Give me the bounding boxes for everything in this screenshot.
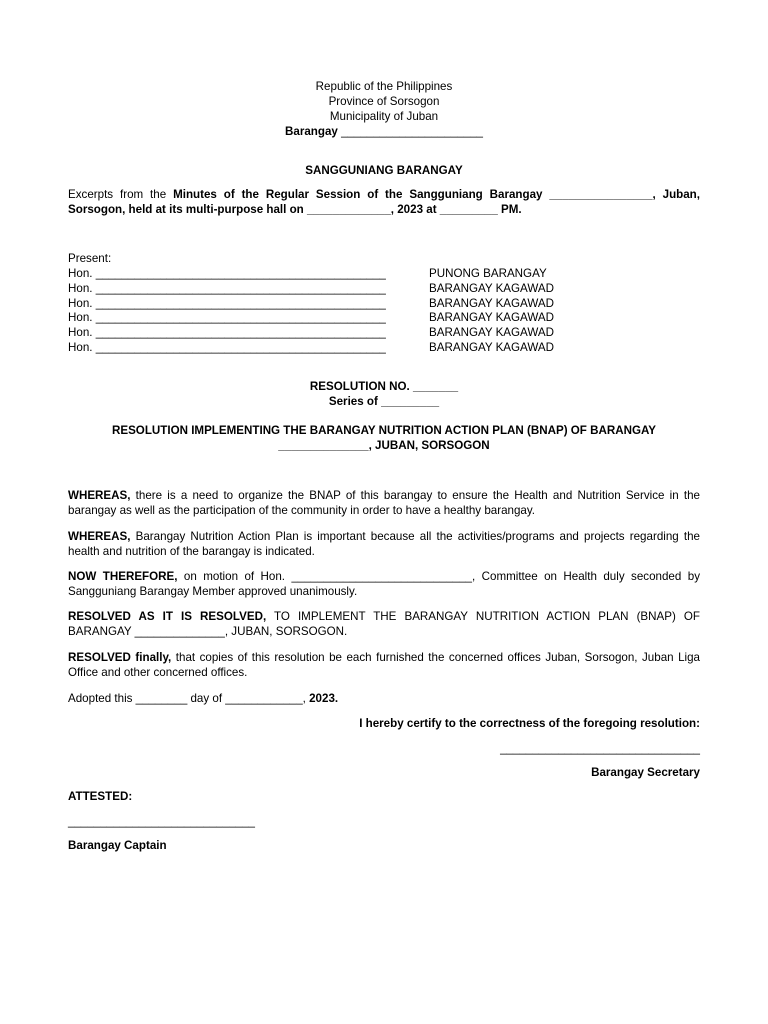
council-title: SANGGUNIANG BARANGAY — [305, 164, 463, 177]
barangay-label: Barangay — [285, 125, 338, 138]
attendee-name: Hon. _____________________________________________ — [68, 340, 386, 354]
resolved-text: TO IMPLEMENT THE BARANGAY NUTRITION ACTION PLAN (BNAP) OF BARANGAY ______________, JUBAN, SORSOGON. — [68, 610, 701, 638]
excerpt-bold: Minutes of the Regular Session of the Sangguniang Barangay ________________, Juban, Sorsogon, held at its multi-purpose hall on _____________, 2023 at _________ PM. — [68, 188, 700, 216]
secretary-title: Barangay Secretary — [591, 766, 700, 779]
attendance-list — [68, 251, 700, 355]
attendee-position: BARANGAY KAGAWAD — [429, 281, 554, 295]
whereas-paragraph-2 — [68, 529, 700, 559]
attendee-name: Hon. _____________________________________________ — [68, 296, 386, 310]
adopted-text: Adopted this ________ day of ____________, — [68, 692, 310, 705]
resolved-paragraph — [68, 609, 700, 639]
present-label: Present: — [68, 252, 112, 265]
attendee-name: Hon. _____________________________________________ — [68, 267, 386, 280]
captain-signature-line: _____________________________ — [68, 815, 255, 828]
province-line: Province of Sorsogon — [328, 95, 440, 108]
municipality-line: Municipality of Juban — [329, 110, 439, 123]
whereas-paragraph-1 — [68, 488, 700, 518]
resolved-finally-lead: RESOLVED finally, — [68, 651, 172, 664]
whereas-lead: WHEREAS, — [68, 489, 131, 502]
now-therefore-lead: NOW THEREFORE, — [68, 570, 178, 583]
attendee-position: BARANGAY KAGAWAD — [429, 296, 554, 310]
whereas-text: Barangay Nutrition Action Plan is important because all the activities/programs and projects regarding the health and nutrition of the barangay is indicated. — [68, 530, 700, 558]
excerpt-prefix: Excerpts from the — [68, 188, 174, 201]
attendee-row — [68, 325, 700, 340]
country-line: Republic of the Philippines — [315, 80, 453, 93]
resolution-title-line-2: ______________, JUBAN, SORSOGON — [278, 439, 490, 452]
secretary-signature-line: _______________________________ — [500, 742, 700, 755]
attendee-row — [68, 296, 700, 311]
whereas-text: there is a need to organize the BNAP of this barangay to ensure the Health and Nutrition Service in the barangay as well as the participation of the community in order to have a healthy barangay. — [68, 489, 700, 517]
attendee-position: PUNONG BARANGAY — [429, 267, 547, 280]
attested-label: ATTESTED: — [68, 790, 133, 803]
attendee-position: BARANGAY KAGAWAD — [429, 340, 554, 354]
attendee-row — [68, 266, 700, 281]
excerpt-paragraph — [68, 187, 700, 217]
adopted-year: 2023. — [309, 692, 339, 705]
attendee-name: Hon. _____________________________________________ — [68, 326, 386, 340]
barangay-blank: ______________________ — [341, 125, 483, 138]
now-therefore-paragraph — [68, 569, 700, 599]
attendee-name: Hon. _____________________________________________ — [68, 311, 386, 325]
attendee-row — [68, 340, 700, 355]
resolution-header — [68, 379, 700, 409]
attendee-row — [68, 281, 700, 296]
adopted-line — [68, 691, 700, 706]
attendee-name: Hon. _____________________________________________ — [68, 281, 386, 295]
now-therefore-text: on motion of Hon. ____________________________, Committee on Health duly seconded by Sangguniang Barangay Member approved unanimously. — [68, 570, 700, 598]
barangay-line — [68, 124, 700, 139]
captain-title: Barangay Captain — [68, 839, 167, 852]
resolution-title — [68, 423, 700, 453]
letterhead — [68, 79, 700, 139]
attendee-position: BARANGAY KAGAWAD — [429, 311, 554, 325]
resolved-finally-text: that copies of this resolution be each furnished the concerned offices Juban, Sorsogon, Juban Liga Office and other concerned offices. — [68, 651, 701, 679]
resolution-number: RESOLUTION NO. _______ — [309, 380, 459, 393]
resolved-finally-paragraph — [68, 650, 700, 680]
resolution-title-line-1: RESOLUTION IMPLEMENTING THE BARANGAY NUTRITION ACTION PLAN (BNAP) OF BARANGAY — [111, 424, 657, 437]
whereas-lead: WHEREAS, — [68, 530, 131, 543]
attendee-row — [68, 310, 700, 325]
attendee-position: BARANGAY KAGAWAD — [429, 326, 554, 340]
certification-statement: I hereby certify to the correctness of the foregoing resolution: — [359, 717, 700, 730]
resolution-series: Series of _________ — [328, 395, 440, 408]
resolved-lead: RESOLVED AS IT IS RESOLVED, — [68, 610, 267, 623]
